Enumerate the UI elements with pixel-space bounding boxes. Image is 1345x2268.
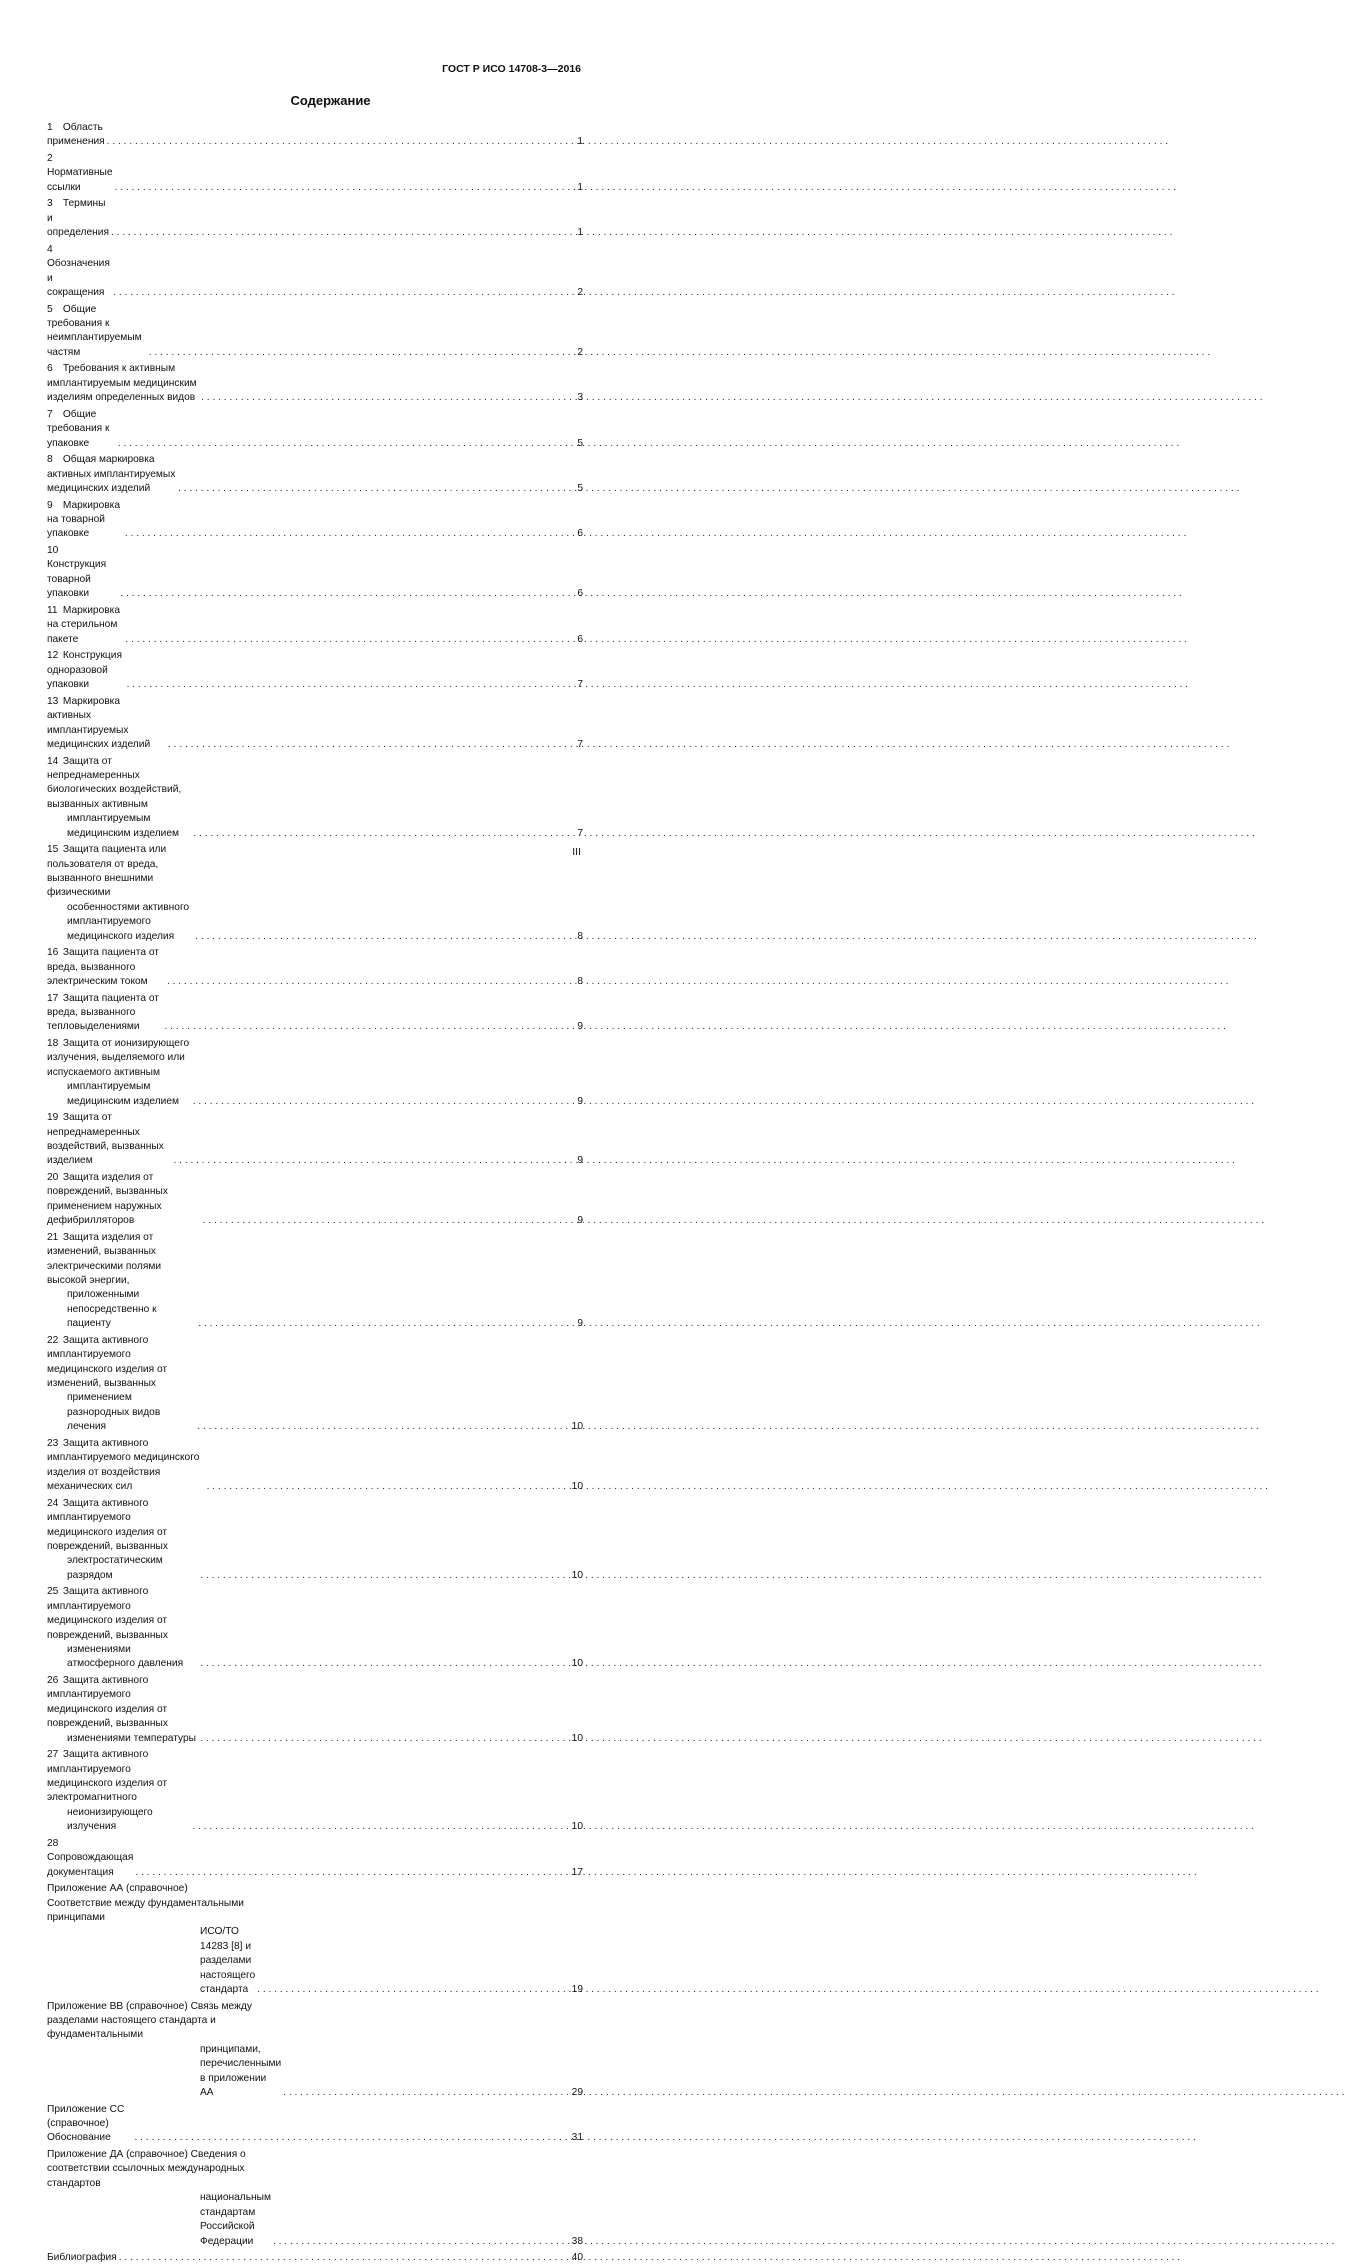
- toc-entry-label: Маркировка активных имплантируемых медицинских изделий: [47, 695, 151, 750]
- toc-entry[interactable]: [47, 303, 583, 361]
- toc-entry-line: [47, 2251, 117, 2265]
- toc-entry-line: [47, 812, 191, 841]
- toc-entry-page: 6: [577, 528, 583, 540]
- toc-leader-dots: [165, 1020, 576, 1034]
- toc-appendix-entry[interactable]: [47, 1882, 583, 1997]
- toc-entry-number: 13: [47, 695, 59, 707]
- toc-entry[interactable]: [47, 121, 583, 150]
- toc-entry[interactable]: [47, 362, 583, 405]
- toc-entry[interactable]: [47, 499, 583, 542]
- toc-entry-page: 9: [577, 1215, 583, 1227]
- toc-entry-page: 1: [577, 136, 583, 148]
- toc-entry-text: [47, 843, 193, 944]
- toc-entry-text: [47, 1748, 190, 1834]
- toc-entry-page: 29: [571, 2087, 583, 2099]
- toc-entry-text: [47, 152, 113, 195]
- toc-entry-number: 9: [47, 499, 53, 511]
- toc-entry-label: Защита активного имплантируемого медицинского изделия от воздействия механических сил: [47, 1437, 200, 1493]
- toc-leader-dots: [195, 930, 575, 944]
- toc-entry-line: [47, 1585, 198, 1643]
- toc-entry-line: [47, 152, 113, 195]
- toc-entry-number: 17: [47, 992, 59, 1004]
- toc-entry-label: Общие требования к неимплантируемым частям: [47, 303, 142, 358]
- toc-entry-line: [47, 2148, 271, 2191]
- toc-leader-dots: [127, 678, 576, 692]
- toc-entry-page: 6: [577, 588, 583, 600]
- toc-leader-dots: [168, 738, 575, 752]
- toc-entry-label: Приложение ВВ (справочное) Связь между разделами настоящего стандарта и фундаментальными: [47, 2000, 252, 2041]
- toc-leader-dots: [192, 1820, 569, 1834]
- toc-entry-text: [47, 695, 166, 753]
- toc-entry-page: 8: [577, 975, 583, 987]
- toc-leader-dots: [113, 286, 575, 300]
- toc-entry-line: [47, 408, 116, 451]
- toc-leader-dots: [120, 587, 575, 601]
- toc-entry-line: [47, 1882, 255, 1925]
- toc-entry-label: Защита от ионизирующего излучения, выделяемого или испускаемого активным: [47, 1037, 190, 1078]
- toc-entry-label: Защита от непреднамеренных воздействий, вызванных изделием: [47, 1112, 164, 1167]
- toc-entry[interactable]: [47, 946, 583, 989]
- toc-entry-number: 5: [47, 303, 53, 315]
- toc-entry-line: [47, 946, 165, 989]
- toc-entry-line: [47, 755, 191, 813]
- toc-entry-line: [47, 1554, 198, 1583]
- toc-entry[interactable]: [47, 755, 583, 841]
- toc-entry-page: 5: [577, 437, 583, 449]
- toc-entry-text: [47, 408, 116, 451]
- toc-entry-label: национальным стандартам Российской Федерации: [200, 2192, 271, 2247]
- toc-entry-number: 8: [47, 454, 53, 466]
- toc-entry-text: [47, 2000, 281, 2101]
- toc-entry-line: [47, 1037, 191, 1080]
- toc-entry-page: 7: [577, 827, 583, 839]
- toc-entry-line: [47, 1111, 171, 1169]
- toc-entry-line: [47, 121, 105, 150]
- toc-entry-line: [47, 197, 109, 240]
- toc-entry-line: [47, 1231, 196, 1289]
- toc-entry-text: [47, 2148, 271, 2249]
- toc-entry[interactable]: [47, 604, 583, 647]
- toc-entry-page: 10: [571, 1421, 583, 1433]
- toc-entry[interactable]: [47, 408, 583, 451]
- toc-entry-line: [47, 2000, 281, 2043]
- toc-entry-line: [47, 243, 111, 301]
- toc-appendix-entry[interactable]: [47, 2000, 583, 2101]
- toc-entry-number: 4: [47, 243, 53, 255]
- toc-title: Содержание: [290, 93, 371, 108]
- toc-entry-text: [47, 1037, 191, 1109]
- toc-entry-text: [47, 121, 105, 150]
- toc-entry-label: Защита от непреднамеренных биологических воздействий, вызванных активным: [47, 755, 182, 810]
- toc-entry-text: [47, 362, 199, 405]
- toc-entry-label: Защита активного имплантируемого медицинского изделия от повреждений, вызванных: [47, 1586, 168, 1641]
- toc-entry[interactable]: [47, 453, 583, 496]
- toc-entry-label: изменениями температуры: [67, 1732, 196, 1744]
- toc-entry[interactable]: [47, 1837, 583, 1880]
- toc-entry-line: [47, 1732, 198, 1746]
- toc-entry-label: Термины и определения: [47, 198, 110, 239]
- toc-entry-label: ИСО/ТО 14283 [8] и разделами настоящего стандарта: [200, 1926, 256, 1996]
- toc-leader-dots: [200, 1569, 569, 1583]
- toc-entry-number: 27: [47, 1749, 59, 1761]
- toc-entry-page: 7: [577, 738, 583, 750]
- toc-entry-number: 26: [47, 1674, 59, 1686]
- toc-entry-number: 6: [47, 363, 53, 375]
- toc-entry-label: Защита пациента от вреда, вызванного электрическим током: [47, 947, 159, 987]
- toc-entry-line: [47, 1806, 190, 1835]
- toc-entry[interactable]: [47, 1111, 583, 1169]
- toc-entry-line: [47, 1437, 205, 1495]
- page-number: III: [572, 846, 581, 858]
- toc-entry-line: [47, 1334, 195, 1392]
- toc-entry-label: Защита активного имплантируемого медицинского изделия от электромагнитного: [47, 1749, 168, 1804]
- toc-appendix-entry[interactable]: [47, 2251, 583, 2265]
- toc-entry-text: [47, 1497, 198, 1583]
- toc-entry-number: 22: [47, 1334, 59, 1346]
- toc-entry-page: 1: [577, 227, 583, 239]
- toc-entry-page: 31: [571, 2132, 583, 2144]
- toc-entry-label: электростатическим разрядом: [67, 1555, 163, 1581]
- toc-entry-label: Нормативные ссылки: [47, 167, 113, 193]
- toc-entry-page: 6: [577, 633, 583, 645]
- toc-entry-number: 15: [47, 844, 59, 856]
- toc-entry-line: [47, 303, 147, 361]
- toc-entry-label: имплантируемым медицинским изделием: [67, 1081, 180, 1107]
- toc-entry-line: [47, 1643, 198, 1672]
- table-of-contents: [47, 121, 583, 2268]
- toc-leader-dots: [107, 135, 576, 149]
- toc-entry-label: принципами, перечисленными в приложении АА: [200, 2043, 282, 2099]
- toc-leader-dots: [125, 633, 575, 647]
- toc-entry-label: Защита изделия от изменений, вызванных электрическими полями высокой энергии,: [47, 1231, 162, 1287]
- toc-entry-number: 12: [47, 650, 59, 662]
- toc-entry-page: 8: [577, 930, 583, 942]
- toc-entry-label: Защита пациента от вреда, вызванного тепловыделениями: [47, 992, 159, 1033]
- toc-entry-number: 10: [47, 545, 59, 557]
- toc-entry-page: 9: [577, 1318, 583, 1330]
- toc-entry-number: 16: [47, 947, 59, 959]
- toc-leader-dots: [173, 1154, 575, 1168]
- toc-entry-line: [47, 2103, 132, 2146]
- toc-leader-dots: [115, 181, 576, 195]
- toc-entry-label: Маркировка на товарной упаковке: [47, 499, 121, 540]
- toc-entry-number: 2: [47, 153, 53, 164]
- toc-entry[interactable]: [47, 1585, 583, 1671]
- toc-leader-dots: [167, 975, 575, 989]
- toc-entry[interactable]: [47, 1497, 583, 1583]
- toc-entry-label: Защита активного имплантируемого медицинского изделия от повреждений, вызванных: [47, 1497, 168, 1552]
- toc-entry-label: Библиография: [47, 2252, 117, 2264]
- toc-entry-text: [47, 604, 123, 647]
- toc-entry[interactable]: [47, 1171, 583, 1229]
- toc-entry-line: [47, 1925, 255, 1997]
- toc-entry-page: 9: [577, 1021, 583, 1033]
- toc-entry-line: [47, 2043, 281, 2101]
- toc-leader-dots: [273, 2235, 570, 2249]
- toc-entry-page: 2: [577, 346, 583, 358]
- toc-entry-text: [47, 1334, 195, 1435]
- toc-leader-dots: [283, 2086, 570, 2100]
- toc-entry[interactable]: [47, 1037, 583, 1109]
- toc-entry-page: 2: [577, 287, 583, 299]
- toc-leader-dots: [193, 1095, 576, 1109]
- toc-leader-dots: [257, 1983, 569, 1997]
- toc-leader-dots: [203, 1214, 576, 1228]
- toc-entry-number: 3: [47, 198, 53, 210]
- toc-entry-number: 20: [47, 1172, 59, 1183]
- toc-entry-page: 10: [571, 1821, 583, 1833]
- toc-entry-label: Защита пациента или пользователя от вреда, вызванного внешними физическими: [47, 844, 167, 899]
- toc-entry[interactable]: [47, 992, 583, 1035]
- toc-entry-line: [47, 362, 199, 405]
- toc-entry[interactable]: [47, 1334, 583, 1435]
- toc-entry-page: 1: [577, 181, 583, 193]
- toc-entry-label: Сопровождающая документация: [47, 1852, 134, 1878]
- toc-entry-text: [47, 1437, 205, 1495]
- toc-entry-label: Обозначения и сокращения: [47, 258, 110, 299]
- toc-entry-label: Приложение АА (справочное) Соответствие между фундаментальными принципами: [47, 1883, 244, 1923]
- toc-entry-number: 1: [47, 122, 53, 133]
- toc-entry-label: применением разнородных видов лечения: [67, 1392, 161, 1433]
- toc-entry-line: [47, 2191, 271, 2249]
- toc-leader-dots: [149, 346, 576, 360]
- toc-entry-page: 19: [571, 1984, 583, 1996]
- toc-entry-label: имплантируемым медицинским изделием: [67, 813, 180, 839]
- toc-leader-dots: [197, 1420, 569, 1434]
- toc-entry-line: [47, 1674, 198, 1732]
- toc-entry-label: Общая маркировка активных имплантируемых медицинских изделий: [47, 454, 176, 495]
- toc-leader-dots: [134, 2131, 569, 2145]
- toc-leader-dots: [198, 1317, 575, 1331]
- toc-entry-page: 10: [571, 1481, 583, 1493]
- toc-leader-dots: [119, 2251, 570, 2265]
- standard-code: ГОСТ Р ИСО 14708-3—2016: [442, 63, 581, 75]
- toc-entry-label: Защита активного имплантируемого медицинского изделия от изменений, вызванных: [47, 1334, 168, 1390]
- toc-entry-label: приложенными непосредственно к пациенту: [67, 1289, 157, 1330]
- toc-entry-text: [47, 1231, 196, 1332]
- toc-leader-dots: [207, 1480, 570, 1494]
- toc-entry[interactable]: [47, 544, 583, 602]
- toc-entry-page: 9: [577, 1155, 583, 1167]
- toc-entry-text: [47, 453, 176, 496]
- toc-leader-dots: [200, 1732, 569, 1746]
- toc-leader-dots: [178, 482, 575, 496]
- toc-entry-page: 10: [571, 1732, 583, 1744]
- toc-leader-dots: [118, 437, 576, 451]
- toc-entry-label: Общие требования к упаковке: [47, 408, 110, 449]
- toc-leader-dots: [193, 827, 575, 841]
- toc-entry[interactable]: [47, 1748, 583, 1834]
- toc-entry-text: [47, 1882, 255, 1997]
- toc-entry-text: [47, 992, 163, 1035]
- toc-entry-line: [47, 1748, 190, 1806]
- toc-entry-label: Область применения: [47, 122, 105, 148]
- toc-leader-dots: [201, 391, 575, 405]
- toc-entry-page: 10: [571, 1658, 583, 1670]
- toc-entry-number: 28: [47, 1837, 59, 1849]
- toc-entry-number: 21: [47, 1231, 59, 1243]
- toc-entry-text: [47, 755, 191, 841]
- toc-entry-label: Приложение СС (справочное) Обоснование: [47, 2103, 125, 2144]
- toc-entry-line: [47, 1288, 196, 1331]
- toc-entry-page: 3: [577, 392, 583, 404]
- toc-entry-label: Конструкция товарной упаковки: [47, 559, 107, 600]
- toc-entry[interactable]: [47, 1231, 583, 1332]
- toc-entry-number: 19: [47, 1112, 59, 1124]
- toc-leader-dots: [135, 1866, 569, 1880]
- toc-entry-page: 17: [571, 1866, 583, 1878]
- toc-entry-page: 38: [571, 2235, 583, 2247]
- toc-entry[interactable]: [47, 843, 583, 944]
- toc-entry-line: [47, 1171, 201, 1229]
- toc-entry-label: Защита активного имплантируемого медицинского изделия от повреждений, вызванных: [47, 1674, 168, 1730]
- toc-entry-label: особенностями активного имплантируемого медицинского изделия: [67, 901, 190, 942]
- toc-appendix-entry[interactable]: [47, 2103, 583, 2146]
- toc-entry-page: 10: [571, 1569, 583, 1581]
- toc-entry-text: [47, 946, 165, 989]
- toc-entry-label: Маркировка на стерильном пакете: [47, 604, 121, 645]
- toc-entry-line: [47, 544, 118, 602]
- toc-entry-line: [47, 604, 123, 647]
- toc-entry-text: [47, 1837, 133, 1880]
- toc-entry-label: неионизирующего излучения: [67, 1806, 153, 1833]
- toc-entry-line: [47, 901, 193, 944]
- toc-entry[interactable]: [47, 243, 583, 301]
- toc-entry[interactable]: [47, 152, 583, 195]
- toc-entry-page: 40: [571, 2252, 583, 2264]
- toc-entry-text: [47, 499, 123, 542]
- toc-entry-line: [47, 843, 193, 901]
- toc-entry-label: Требования к активным имплантируемым медицинским изделиям определенных видов: [47, 363, 197, 404]
- toc-entry-number: 23: [47, 1437, 59, 1449]
- toc-leader-dots: [125, 527, 575, 541]
- toc-leader-dots: [200, 1657, 569, 1671]
- toc-entry-line: [47, 453, 176, 496]
- toc-entry[interactable]: [47, 1437, 583, 1495]
- toc-entry-number: 24: [47, 1497, 59, 1509]
- toc-entry-text: [47, 303, 147, 361]
- toc-entry-label: Защита изделия от повреждений, вызванных применением наружных дефибрилляторов: [47, 1172, 168, 1227]
- toc-entry-text: [47, 1674, 198, 1746]
- toc-entry-line: [47, 649, 125, 692]
- toc-entry-number: 7: [47, 408, 53, 420]
- toc-entry-text: [47, 544, 118, 602]
- toc-entry[interactable]: [47, 695, 583, 753]
- toc-entry-text: [47, 197, 109, 240]
- toc-entry-label: Конструкция одноразовой упаковки: [47, 650, 122, 691]
- toc-entry[interactable]: [47, 197, 583, 240]
- toc-entry-line: [47, 695, 166, 753]
- toc-entry-line: [47, 992, 163, 1035]
- toc-entry-number: 11: [47, 604, 58, 616]
- toc-entry-label: Приложение ДА (справочное) Сведения о соответствии ссылочных международных стандартов: [47, 2149, 246, 2189]
- toc-entry-page: 9: [577, 1095, 583, 1107]
- toc-entry-line: [47, 1080, 191, 1109]
- toc-appendix-entry[interactable]: [47, 2148, 583, 2249]
- toc-entry-text: [47, 2103, 132, 2146]
- toc-entry-number: 14: [47, 755, 59, 767]
- toc-entry-number: 18: [47, 1037, 59, 1049]
- toc-entry-text: [47, 1111, 171, 1169]
- toc-entry-number: 25: [47, 1586, 59, 1598]
- toc-entry-label: изменениями атмосферного давления: [67, 1643, 184, 1670]
- toc-entry-text: [47, 1585, 198, 1671]
- toc-entry-text: [47, 1171, 201, 1229]
- toc-entry-line: [47, 1391, 195, 1434]
- toc-entry-text: [47, 2251, 117, 2265]
- toc-entry-text: [47, 243, 111, 301]
- toc-entry-line: [47, 1497, 198, 1555]
- toc-entry-page: 7: [577, 679, 583, 691]
- toc-entry-text: [47, 649, 125, 692]
- toc-entry-line: [47, 499, 123, 542]
- toc-entry-page: 5: [577, 483, 583, 495]
- toc-entry[interactable]: [47, 1674, 583, 1746]
- toc-entry-line: [47, 1837, 133, 1880]
- toc-leader-dots: [111, 226, 575, 240]
- toc-entry[interactable]: [47, 649, 583, 692]
